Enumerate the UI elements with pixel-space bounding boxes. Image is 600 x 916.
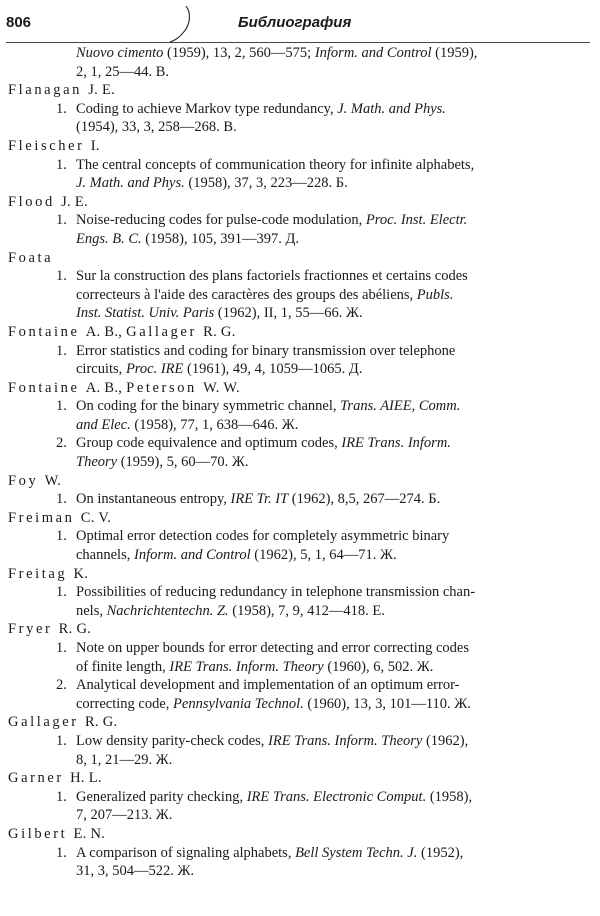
author-heading (0, 825, 600, 844)
citation-line (0, 342, 600, 361)
citation-text: Nuovo cimento (76, 45, 164, 61)
author-initials: R. G. (58, 621, 92, 638)
citation-continuation-line (0, 546, 600, 565)
citation-text: The central concepts of communication theory for infinite alphabets, (76, 156, 475, 173)
citation-number: 1. (56, 732, 67, 749)
author-surname: Fleischer (8, 137, 85, 154)
citation-text: (1958), 37, 3, 223—228. Б. (184, 175, 348, 192)
citation-text: (1959), (431, 45, 478, 61)
citation-number: 1. (56, 398, 67, 415)
citation-line (0, 676, 600, 695)
citation-number: 1. (56, 268, 67, 285)
citation-text: On coding for the binary symmetric channel, (76, 398, 341, 415)
citation-text: (1952), (417, 844, 464, 861)
citation-text: (1958), 105, 391—397. Д. (141, 230, 299, 247)
citation-continuation-line (0, 286, 600, 305)
citation-line (0, 397, 600, 416)
citation-text: Proc. Inst. Electr. (365, 212, 468, 229)
citation-text: (1954), 33, 3, 258—268. В. (76, 119, 237, 136)
citation-number: 1. (56, 491, 67, 508)
citation-text: Pennsylvania Technol. (173, 695, 304, 712)
citation-number: 1. (56, 156, 67, 173)
citation-text: 2, 1, 25—44. В. (76, 63, 170, 80)
citation-number: 2. (56, 435, 67, 452)
citation-continuation-line (0, 230, 600, 249)
citation-text: Generalized parity checking, (76, 788, 247, 805)
author-surname: Freiman (8, 509, 75, 526)
citation-text: IRE Trans. Inform. Theory (169, 658, 324, 675)
author-initials: K. (73, 565, 89, 582)
author-surname: Gallager (8, 714, 79, 731)
citation-line (0, 583, 600, 602)
citation-number: 1. (56, 212, 67, 229)
author-surname: Fontaine (8, 379, 80, 396)
citation-text: Possibilities of reducing redundancy in telephone transmission chan- (76, 584, 476, 601)
citation-text: (1960), 13, 3, 101—110. Ж. (303, 695, 471, 712)
citation-text: circuits, (76, 361, 126, 378)
author-initials: R. G. (84, 714, 118, 731)
citation-text: Group code equivalence and optimum codes, (76, 435, 342, 452)
author-initials: I. (90, 137, 100, 154)
citation-text: (1960), 6, 502. Ж. (323, 658, 434, 675)
author-initials: A. B., (85, 379, 127, 396)
citation-text: 8, 1, 21—29. Ж. (76, 751, 173, 768)
citation-text: channels, (76, 547, 134, 564)
citation-text: (1958), 7, 9, 412—418. Е. (228, 602, 385, 619)
author-initials: J. E. (61, 193, 88, 210)
citation-text: Error statistics and coding for binary transmission over telephone (76, 342, 456, 359)
citation-text: On instantaneous entropy, (76, 491, 231, 508)
author-heading (0, 472, 600, 491)
citation-text: (1961), 49, 4, 1059—1065. Д. (183, 361, 363, 378)
citation-continuation-line (0, 44, 600, 63)
citation-continuation-line (0, 416, 600, 435)
citation-continuation-line (0, 862, 600, 881)
page-number: 806 (6, 14, 32, 31)
citation-text: Trans. AIEE, Comm. (340, 398, 461, 415)
author-initials: A. B., (85, 323, 127, 340)
citation-continuation-line (0, 174, 600, 193)
author-heading (0, 769, 600, 788)
author-surname: Gilbert (8, 825, 68, 842)
author-heading (0, 323, 600, 342)
citation-continuation-line (0, 304, 600, 323)
citation-text: 7, 207—213. Ж. (76, 807, 173, 824)
citation-continuation-line (0, 806, 600, 825)
author-heading (0, 565, 600, 584)
citation-text: and Elec. (76, 416, 131, 433)
author-surname: Fryer (8, 621, 53, 638)
author-heading (0, 713, 600, 732)
citation-text: A comparison of signaling alphabets, (76, 844, 296, 861)
citation-text: Low density parity-check codes, (76, 732, 269, 749)
citation-line (0, 434, 600, 453)
citation-text: Publs. (416, 286, 454, 303)
citation-number: 1. (56, 844, 67, 861)
citation-number: 1. (56, 788, 67, 805)
coauthor-initials: W. W. (203, 379, 240, 396)
citation-text: Inform. and Control (314, 45, 432, 61)
citation-continuation-line (0, 695, 600, 714)
author-initials: H. L. (70, 770, 102, 787)
citation-text: J. Math. and Phys. (76, 175, 185, 192)
citation-text: IRE Trans. Electronic Comput. (246, 788, 427, 805)
citation-text: J. Math. and Phys. (337, 100, 446, 117)
author-initials: W. (44, 472, 62, 489)
citation-line (0, 732, 600, 751)
bibliography-list (0, 44, 600, 881)
citation-line (0, 211, 600, 230)
citation-continuation-line (0, 658, 600, 677)
author-surname: Flanagan (8, 82, 82, 99)
citation-continuation-line (0, 118, 600, 137)
citation-line (0, 527, 600, 546)
citation-line (0, 639, 600, 658)
citation-text: correcting code, (76, 695, 174, 712)
citation-text: Engs. B. C. (76, 230, 142, 247)
author-heading (0, 81, 600, 100)
coauthor-surname: Gallager (126, 323, 197, 340)
citation-text: (1958), (426, 788, 473, 805)
citation-text: Theory (76, 454, 118, 471)
coauthor-surname: Peterson (126, 379, 197, 396)
citation-line (0, 100, 600, 119)
author-surname: Fontaine (8, 323, 80, 340)
citation-line (0, 490, 600, 509)
citation-text: (1962), II, 1, 55—66. Ж. (214, 305, 363, 322)
citation-text: of finite length, (76, 658, 170, 675)
citation-number: 1. (56, 100, 67, 117)
citation-number: 2. (56, 677, 67, 694)
author-heading (0, 137, 600, 156)
citation-text: IRE Trans. Inform. Theory (268, 732, 423, 749)
citation-text: (1959), 5, 60—70. Ж. (117, 454, 249, 471)
author-heading (0, 509, 600, 528)
citation-number: 1. (56, 528, 67, 545)
citation-line (0, 844, 600, 863)
author-surname: Freitag (8, 565, 68, 582)
author-initials: J. E. (88, 82, 116, 99)
citation-number: 1. (56, 640, 67, 656)
author-surname: Flood (8, 193, 55, 210)
page-header (6, 12, 590, 43)
pen-mark-icon (168, 4, 198, 44)
citation-text: Noise-reducing codes for pulse-code modulation, (76, 212, 366, 229)
citation-number: 1. (56, 342, 67, 359)
citation-continuation-line (0, 751, 600, 770)
citation-text: correcteurs à l'aide des caractères des groups des abéliens, (76, 286, 417, 303)
citation-text: (1958), 77, 1, 638—646. Ж. (130, 416, 299, 433)
author-heading (0, 193, 600, 212)
running-title: Библиография (238, 14, 352, 31)
citation-text: nels, (76, 602, 107, 619)
citation-text: Sur la construction des plans factoriels fractionnes et certains codes (76, 268, 468, 285)
author-surname: Foy (8, 472, 39, 489)
citation-text: Analytical development and implementation of an optimum error- (76, 677, 460, 694)
citation-text: Nachrichtentechn. Z. (106, 602, 229, 619)
citation-text: (1962), 8,5, 267—274. Б. (288, 491, 441, 508)
author-surname: Garner (8, 770, 64, 787)
author-surname: Foata (8, 249, 54, 266)
citation-text: Bell System Techn. J. (295, 844, 418, 861)
citation-continuation-line (0, 360, 600, 379)
author-initials: E. N. (73, 825, 106, 842)
citation-text: (1959), 13, 2, 560—575; (163, 45, 315, 61)
author-heading (0, 379, 600, 398)
citation-continuation-line (0, 602, 600, 621)
author-heading (0, 620, 600, 639)
citation-text: IRE Trans. Inform. (341, 435, 451, 452)
citation-line (0, 788, 600, 807)
citation-text: (1962), 5, 1, 64—71. Ж. (250, 547, 397, 564)
citation-text: Proc. IRE (125, 361, 184, 378)
citation-text: Note on upper bounds for error detecting and error correcting codes (76, 640, 469, 656)
citation-line (0, 267, 600, 286)
citation-text: Coding to achieve Markov type redundancy, (76, 100, 338, 117)
citation-continuation-line (0, 63, 600, 82)
citation-text: Optimal error detection codes for completely asymmetric binary (76, 528, 450, 545)
author-initials: C. V. (80, 509, 112, 526)
citation-text: (1962), (422, 732, 469, 749)
citation-number: 1. (56, 584, 67, 601)
citation-text: IRE Tr. IT (230, 491, 289, 508)
citation-text: 31, 3, 504—522. Ж. (76, 863, 195, 880)
citation-text: Inst. Statist. Univ. Paris (76, 305, 215, 322)
citation-line (0, 156, 600, 175)
citation-continuation-line (0, 453, 600, 472)
author-heading (0, 249, 600, 268)
coauthor-initials: R. G. (203, 323, 236, 340)
citation-text: Inform. and Control (133, 547, 251, 564)
